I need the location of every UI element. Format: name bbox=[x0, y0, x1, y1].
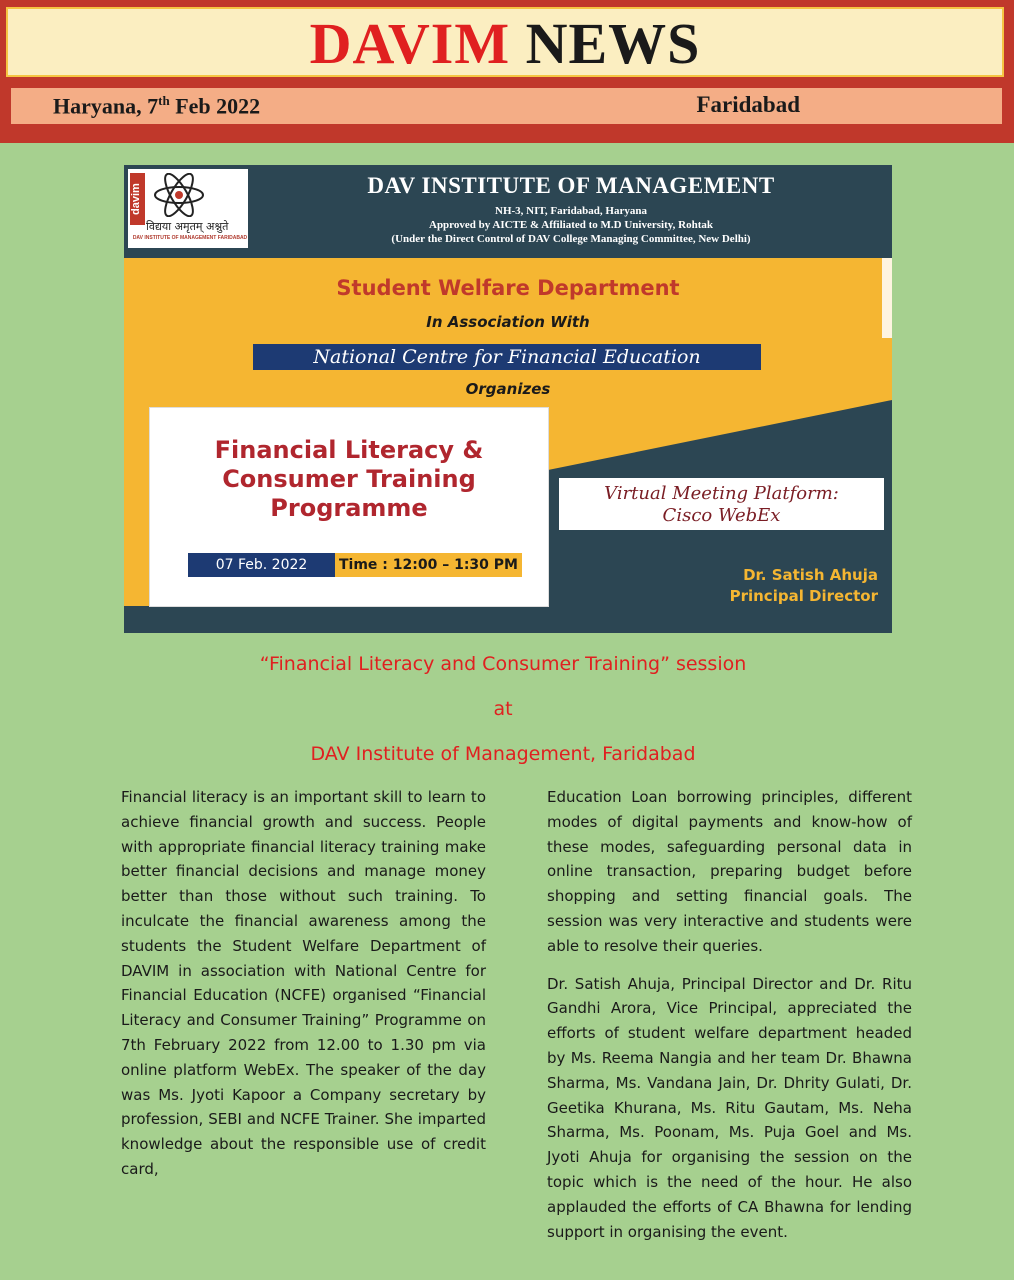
article-column-left bbox=[121, 785, 486, 1182]
partner-banner: National Centre for Financial Education bbox=[253, 344, 761, 370]
institute-header bbox=[250, 173, 892, 246]
department-name: Student Welfare Department bbox=[336, 276, 680, 300]
programme-title: Financial Literacy & Consumer Training Programme bbox=[214, 436, 484, 522]
headline-line1: “Financial Literacy and Consumer Training” session bbox=[259, 653, 747, 675]
association-text: In Association With bbox=[426, 313, 590, 331]
masthead-title-box bbox=[6, 7, 1004, 77]
article-paragraph: Dr. Satish Ahuja, Principal Director and Dr. Ritu Gandhi Arora, Vice Principal, appreciated the efforts of student welfare department headed by Ms. Reema Nangia and her team Dr. Bhawna Sharma, Ms. Vandana Jain, Dr. Dhrity Gulati, Dr. Geetika Khurana, Ms. Ritu Gautam, Ms. Neha Sharma, Ms. Poonam, Ms. Puja Goel and Ms. Jyoti Ahuja for organising the session on the topic which is the need of the hour. He also applauded the efforts of CA Bhawna for lending support in organising the event. bbox=[547, 974, 912, 1241]
article-paragraph: Financial literacy is an important skill to learn to achieve financial growth and success. People with appropriate financial literacy training make better financial decisions and manage money better than those without such training. To inculcate the financial awareness among the students the Student Welfare Department of DAVIM in association with National Centre for Financial Education (NCFE) organised “Financial Literacy and Consumer Training” Programme on 7th February 2022 from 12.00 to 1.30 pm via online platform WebEx. The speaker of the day was Ms. Jyoti Kapoor a Company secretary by profession, SEBI and NCFE Trainer. She imparted knowledge about the responsible use of credit card, bbox=[121, 788, 486, 1178]
newsletter-title bbox=[8, 9, 1002, 79]
signer-block bbox=[730, 565, 878, 607]
atom-icon bbox=[152, 173, 206, 217]
event-date: 07 Feb. 2022 bbox=[188, 553, 335, 577]
event-poster bbox=[124, 165, 892, 633]
dateline-city: Faridabad bbox=[696, 92, 800, 117]
headline-line2: at bbox=[493, 698, 513, 720]
event-time: Time : 12:00 – 1:30 PM bbox=[335, 553, 522, 577]
dateline-bar bbox=[11, 88, 1002, 124]
institute-address: NH-3, NIT, Faridabad, Haryana Approved by AICTE & Affiliated to M.D University, Rohtak (Under the Direct Control of DAV College Managing Committee, New Delhi) bbox=[391, 205, 751, 245]
title-davim: DAVIM bbox=[309, 11, 511, 76]
headline-line3: DAV Institute of Management, Faridabad bbox=[310, 743, 696, 765]
davim-logo: davim विद्यया अमृतम् अश्नुते DAV INSTITUTE OF MANAGEMENT FARIDABAD bbox=[128, 169, 248, 248]
programme-card bbox=[150, 408, 548, 606]
institute-name: DAV INSTITUTE OF MANAGEMENT bbox=[367, 173, 775, 198]
article-column-right bbox=[547, 785, 912, 1244]
signer-title: Principal Director bbox=[729, 587, 878, 605]
article-paragraph: Education Loan borrowing principles, different modes of digital payments and know-how of these modes, safeguarding personal data in online transaction, preparing budget before shopping and setting financial goals. The session was very interactive and students were able to resolve their queries. bbox=[547, 788, 912, 955]
masthead bbox=[0, 0, 1014, 143]
organizes-text: Organizes bbox=[465, 380, 551, 398]
platform-box: Virtual Meeting Platform: Cisco WebEx bbox=[559, 478, 884, 530]
dateline-date: Haryana, 7th Feb 2022 bbox=[53, 93, 261, 119]
signer-name: Dr. Satish Ahuja bbox=[743, 566, 878, 584]
title-news: NEWS bbox=[525, 11, 701, 76]
